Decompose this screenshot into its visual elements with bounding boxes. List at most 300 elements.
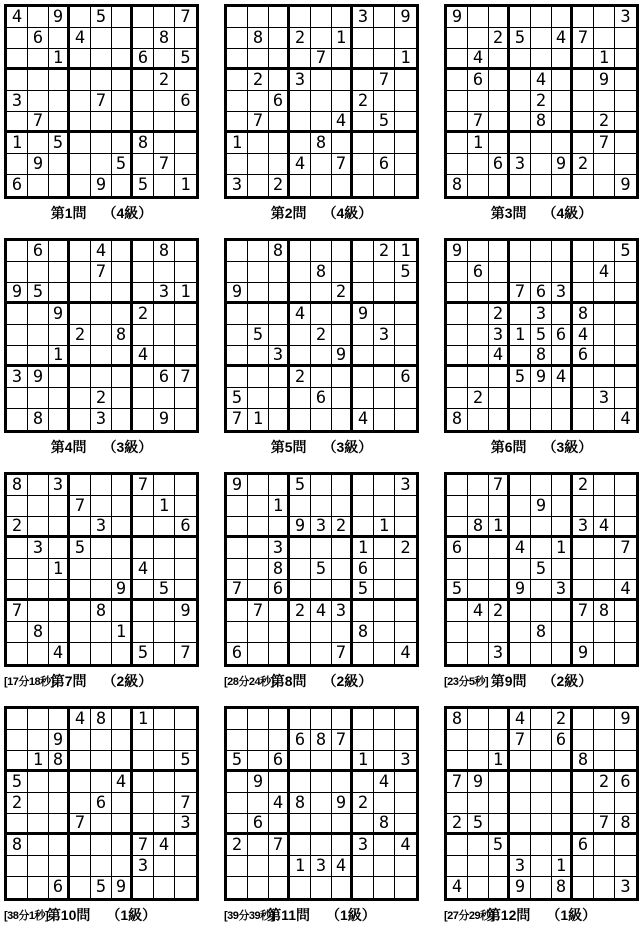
sudoku-cell: 4 bbox=[133, 346, 154, 367]
sudoku-cell: 5 bbox=[91, 877, 112, 898]
sudoku-cell bbox=[91, 643, 112, 664]
sudoku-cell bbox=[447, 475, 468, 496]
sudoku-cell bbox=[133, 91, 154, 112]
sudoku-cell bbox=[332, 175, 353, 196]
sudoku-cell bbox=[395, 325, 416, 346]
sudoku-cell bbox=[531, 409, 552, 430]
sudoku-cell bbox=[353, 388, 374, 409]
sudoku-cell bbox=[175, 262, 196, 283]
sudoku-cell bbox=[353, 496, 374, 517]
sudoku-cell bbox=[269, 622, 290, 643]
sudoku-cell bbox=[374, 91, 395, 112]
sudoku-cell bbox=[91, 133, 112, 154]
sudoku-cell bbox=[311, 367, 332, 388]
sudoku-cell bbox=[332, 241, 353, 262]
sudoku-cell bbox=[332, 304, 353, 325]
sudoku-cell bbox=[112, 814, 133, 835]
sudoku-cell bbox=[615, 367, 636, 388]
sudoku-cell bbox=[154, 751, 175, 772]
puzzle-title: 第8問 bbox=[270, 673, 307, 689]
sudoku-cell bbox=[28, 709, 49, 730]
sudoku-cell bbox=[510, 7, 531, 28]
sudoku-cell: 6 bbox=[290, 730, 311, 751]
sudoku-cell: 5 bbox=[7, 772, 28, 793]
sudoku-cell: 3 bbox=[133, 856, 154, 877]
sudoku-cell bbox=[531, 730, 552, 751]
sudoku-cell bbox=[227, 28, 248, 49]
sudoku-cell bbox=[311, 283, 332, 304]
sudoku-cell: 3 bbox=[28, 538, 49, 559]
sudoku-cell bbox=[7, 49, 28, 70]
sudoku-cell bbox=[374, 643, 395, 664]
puzzle-title: 第10問 bbox=[46, 907, 91, 923]
sudoku-cell: 3 bbox=[615, 7, 636, 28]
sudoku-cell: 2 bbox=[489, 28, 510, 49]
sudoku-cell bbox=[269, 325, 290, 346]
sudoku-cell bbox=[175, 622, 196, 643]
sudoku-cell bbox=[332, 835, 353, 856]
sudoku-cell bbox=[447, 283, 468, 304]
sudoku-cell: 7 bbox=[91, 262, 112, 283]
sudoku-cell bbox=[290, 580, 311, 601]
sudoku-cell bbox=[353, 325, 374, 346]
sudoku-cell: 4 bbox=[510, 709, 531, 730]
sudoku-cell bbox=[290, 7, 311, 28]
sudoku-cell bbox=[133, 283, 154, 304]
sudoku-cell bbox=[552, 814, 573, 835]
sudoku-cell: 4 bbox=[468, 49, 489, 70]
sudoku-cell bbox=[332, 751, 353, 772]
sudoku-cell bbox=[112, 517, 133, 538]
sudoku-cell: 2 bbox=[489, 304, 510, 325]
sudoku-cell bbox=[311, 814, 332, 835]
sudoku-cell bbox=[28, 49, 49, 70]
sudoku-cell: 2 bbox=[290, 28, 311, 49]
sudoku-cell bbox=[112, 112, 133, 133]
sudoku-cell bbox=[510, 133, 531, 154]
sudoku-cell: 1 bbox=[49, 559, 70, 580]
sudoku-cell: 3 bbox=[510, 154, 531, 175]
puzzle-caption bbox=[4, 670, 199, 692]
sudoku-cell bbox=[112, 304, 133, 325]
sudoku-cell bbox=[112, 367, 133, 388]
sudoku-cell bbox=[133, 154, 154, 175]
sudoku-cell bbox=[573, 877, 594, 898]
sudoku-cell: 9 bbox=[531, 367, 552, 388]
sudoku-cell bbox=[175, 70, 196, 91]
sudoku-cell bbox=[70, 112, 91, 133]
sudoku-cell bbox=[468, 751, 489, 772]
sudoku-cell bbox=[447, 154, 468, 175]
sudoku-board bbox=[444, 4, 639, 199]
sudoku-cell: 3 bbox=[531, 304, 552, 325]
sudoku-cell bbox=[510, 49, 531, 70]
sudoku-cell bbox=[615, 49, 636, 70]
sudoku-cell bbox=[510, 751, 531, 772]
sudoku-cell bbox=[154, 133, 175, 154]
sudoku-cell: 2 bbox=[133, 304, 154, 325]
sudoku-cell bbox=[552, 835, 573, 856]
sudoku-cell bbox=[227, 112, 248, 133]
sudoku-cell: 7 bbox=[227, 580, 248, 601]
sudoku-cell bbox=[91, 304, 112, 325]
sudoku-cell bbox=[70, 283, 91, 304]
sudoku-board bbox=[224, 706, 419, 901]
sudoku-cell bbox=[290, 877, 311, 898]
sudoku-cell bbox=[269, 709, 290, 730]
sudoku-cell bbox=[489, 709, 510, 730]
sudoku-cell: 2 bbox=[353, 91, 374, 112]
sudoku-cell: 1 bbox=[552, 856, 573, 877]
sudoku-cell bbox=[332, 133, 353, 154]
sudoku-cell bbox=[353, 772, 374, 793]
sudoku-cell bbox=[248, 709, 269, 730]
sudoku-cell bbox=[269, 49, 290, 70]
sudoku-cell bbox=[510, 559, 531, 580]
sudoku-cell bbox=[91, 112, 112, 133]
sudoku-cell bbox=[552, 475, 573, 496]
sudoku-cell: 2 bbox=[552, 709, 573, 730]
sudoku-cell: 6 bbox=[311, 388, 332, 409]
sudoku-cell: 7 bbox=[447, 772, 468, 793]
sudoku-cell bbox=[395, 496, 416, 517]
sudoku-cell bbox=[311, 154, 332, 175]
sudoku-cell bbox=[70, 580, 91, 601]
sudoku-cell bbox=[552, 262, 573, 283]
sudoku-cell bbox=[594, 91, 615, 112]
sudoku-cell bbox=[374, 409, 395, 430]
sudoku-cell bbox=[133, 601, 154, 622]
sudoku-cell bbox=[290, 175, 311, 196]
sudoku-cell bbox=[70, 517, 91, 538]
sudoku-cell bbox=[374, 133, 395, 154]
sudoku-cell bbox=[70, 643, 91, 664]
sudoku-cell bbox=[468, 877, 489, 898]
sudoku-cell bbox=[531, 175, 552, 196]
sudoku-cell bbox=[332, 325, 353, 346]
sudoku-cell bbox=[49, 325, 70, 346]
sudoku-cell bbox=[552, 241, 573, 262]
sudoku-cell bbox=[311, 580, 332, 601]
sudoku-cell bbox=[447, 49, 468, 70]
sudoku-cell bbox=[489, 388, 510, 409]
sudoku-cell bbox=[594, 559, 615, 580]
sudoku-cell: 5 bbox=[468, 814, 489, 835]
sudoku-cell bbox=[468, 241, 489, 262]
sudoku-cell bbox=[175, 730, 196, 751]
sudoku-cell bbox=[332, 772, 353, 793]
sudoku-cell bbox=[49, 91, 70, 112]
puzzle-level: （2級） bbox=[102, 673, 153, 689]
sudoku-cell bbox=[552, 304, 573, 325]
sudoku-cell bbox=[154, 538, 175, 559]
sudoku-cell bbox=[28, 559, 49, 580]
sudoku-cell bbox=[112, 409, 133, 430]
sudoku-cell: 8 bbox=[311, 262, 332, 283]
sudoku-cell bbox=[447, 304, 468, 325]
sudoku-cell bbox=[91, 496, 112, 517]
sudoku-cell bbox=[552, 7, 573, 28]
sudoku-cell bbox=[615, 475, 636, 496]
sudoku-cell: 3 bbox=[552, 580, 573, 601]
sudoku-cell bbox=[552, 751, 573, 772]
sudoku-cell: 1 bbox=[489, 517, 510, 538]
sudoku-cell bbox=[49, 28, 70, 49]
sudoku-cell bbox=[489, 772, 510, 793]
sudoku-cell bbox=[615, 730, 636, 751]
sudoku-cell bbox=[70, 559, 91, 580]
sudoku-cell: 3 bbox=[489, 325, 510, 346]
sudoku-cell: 7 bbox=[594, 814, 615, 835]
sudoku-cell bbox=[7, 709, 28, 730]
sudoku-cell bbox=[133, 262, 154, 283]
sudoku-cell: 2 bbox=[7, 793, 28, 814]
sudoku-cell bbox=[615, 622, 636, 643]
sudoku-cell bbox=[227, 325, 248, 346]
sudoku-cell bbox=[594, 7, 615, 28]
sudoku-cell bbox=[248, 175, 269, 196]
sudoku-cell bbox=[91, 70, 112, 91]
sudoku-cell: 3 bbox=[395, 751, 416, 772]
sudoku-cell bbox=[91, 283, 112, 304]
sudoku-cell: 7 bbox=[468, 112, 489, 133]
sudoku-cell bbox=[311, 7, 332, 28]
sudoku-cell: 2 bbox=[290, 601, 311, 622]
sudoku-cell bbox=[70, 877, 91, 898]
puzzle-title: 第9問 bbox=[490, 673, 527, 689]
sudoku-board bbox=[444, 472, 639, 667]
sudoku-cell: 5 bbox=[447, 580, 468, 601]
sudoku-cell bbox=[489, 538, 510, 559]
sudoku-cell: 6 bbox=[175, 91, 196, 112]
sudoku-cell bbox=[510, 622, 531, 643]
sudoku-cell bbox=[573, 793, 594, 814]
sudoku-cell bbox=[7, 622, 28, 643]
sudoku-cell bbox=[573, 112, 594, 133]
sudoku-cell bbox=[133, 580, 154, 601]
sudoku-cell: 5 bbox=[311, 559, 332, 580]
sudoku-cell bbox=[395, 304, 416, 325]
sudoku-cell bbox=[468, 730, 489, 751]
sudoku-cell: 2 bbox=[269, 175, 290, 196]
sudoku-cell bbox=[573, 538, 594, 559]
sudoku-cell bbox=[374, 496, 395, 517]
sudoku-cell bbox=[594, 877, 615, 898]
sudoku-cell bbox=[154, 877, 175, 898]
sudoku-cell bbox=[594, 241, 615, 262]
sudoku-cell bbox=[552, 91, 573, 112]
sudoku-cell bbox=[615, 91, 636, 112]
sudoku-cell bbox=[290, 772, 311, 793]
sudoku-cell bbox=[615, 325, 636, 346]
sudoku-cell bbox=[468, 793, 489, 814]
sudoku-cell: 2 bbox=[290, 367, 311, 388]
sudoku-cell bbox=[154, 262, 175, 283]
sudoku-cell bbox=[615, 496, 636, 517]
sudoku-cell bbox=[7, 409, 28, 430]
sudoku-cell: 1 bbox=[49, 346, 70, 367]
sudoku-cell bbox=[468, 91, 489, 112]
sudoku-cell bbox=[175, 112, 196, 133]
sudoku-cell bbox=[531, 856, 552, 877]
sudoku-cell bbox=[154, 388, 175, 409]
sudoku-cell bbox=[269, 877, 290, 898]
puzzle-5 bbox=[224, 238, 419, 458]
sudoku-cell bbox=[594, 409, 615, 430]
sudoku-cell bbox=[70, 835, 91, 856]
puzzle-caption bbox=[444, 202, 639, 224]
sudoku-cell bbox=[552, 643, 573, 664]
sudoku-cell: 8 bbox=[531, 622, 552, 643]
sudoku-cell bbox=[510, 772, 531, 793]
puzzle-title: 第6問 bbox=[490, 439, 527, 455]
sudoku-cell: 6 bbox=[395, 367, 416, 388]
sudoku-cell: 7 bbox=[7, 601, 28, 622]
sudoku-cell: 9 bbox=[175, 601, 196, 622]
sudoku-cell bbox=[91, 814, 112, 835]
sudoku-cell bbox=[447, 559, 468, 580]
sudoku-cell bbox=[374, 28, 395, 49]
sudoku-cell bbox=[311, 772, 332, 793]
sudoku-cell: 9 bbox=[447, 241, 468, 262]
sudoku-cell: 8 bbox=[91, 601, 112, 622]
sudoku-cell: 5 bbox=[112, 154, 133, 175]
sudoku-cell bbox=[353, 730, 374, 751]
sudoku-cell bbox=[269, 601, 290, 622]
sudoku-cell bbox=[332, 559, 353, 580]
sudoku-cell bbox=[615, 154, 636, 175]
sudoku-cell bbox=[332, 388, 353, 409]
sudoku-cell bbox=[91, 856, 112, 877]
sudoku-cell bbox=[447, 346, 468, 367]
puzzle-2 bbox=[224, 4, 419, 224]
sudoku-cell bbox=[290, 112, 311, 133]
sudoku-cell bbox=[49, 367, 70, 388]
sudoku-cell bbox=[154, 346, 175, 367]
sudoku-cell bbox=[573, 70, 594, 91]
sudoku-cell: 4 bbox=[290, 304, 311, 325]
sudoku-cell bbox=[353, 112, 374, 133]
sudoku-cell bbox=[353, 346, 374, 367]
sudoku-cell bbox=[468, 835, 489, 856]
sudoku-cell bbox=[353, 856, 374, 877]
sudoku-cell bbox=[531, 751, 552, 772]
sudoku-cell bbox=[28, 262, 49, 283]
sudoku-cell: 2 bbox=[374, 241, 395, 262]
sudoku-cell bbox=[353, 49, 374, 70]
sudoku-cell bbox=[489, 112, 510, 133]
sudoku-cell bbox=[175, 856, 196, 877]
sudoku-cell bbox=[154, 622, 175, 643]
sudoku-cell bbox=[332, 262, 353, 283]
sudoku-cell bbox=[489, 283, 510, 304]
sudoku-cell bbox=[269, 367, 290, 388]
sudoku-cell bbox=[154, 91, 175, 112]
sudoku-cell: 3 bbox=[594, 388, 615, 409]
puzzle-caption bbox=[444, 436, 639, 458]
sudoku-cell bbox=[112, 346, 133, 367]
sudoku-cell: 2 bbox=[489, 601, 510, 622]
sudoku-cell bbox=[531, 538, 552, 559]
sudoku-cell: 3 bbox=[91, 517, 112, 538]
sudoku-cell bbox=[353, 283, 374, 304]
sudoku-cell bbox=[468, 856, 489, 877]
sudoku-cell: 3 bbox=[7, 367, 28, 388]
sudoku-cell: 7 bbox=[154, 154, 175, 175]
sudoku-cell: 9 bbox=[531, 496, 552, 517]
sudoku-cell: 4 bbox=[510, 538, 531, 559]
sudoku-cell: 2 bbox=[447, 814, 468, 835]
sudoku-cell: 8 bbox=[290, 793, 311, 814]
sudoku-cell bbox=[353, 28, 374, 49]
sudoku-cell bbox=[573, 91, 594, 112]
sudoku-cell bbox=[70, 772, 91, 793]
sudoku-cell: 9 bbox=[28, 154, 49, 175]
sudoku-cell bbox=[395, 730, 416, 751]
sudoku-cell bbox=[91, 325, 112, 346]
sudoku-cell bbox=[7, 112, 28, 133]
sudoku-cell: 3 bbox=[311, 517, 332, 538]
sudoku-cell bbox=[154, 601, 175, 622]
sudoku-board bbox=[4, 4, 199, 199]
sudoku-cell bbox=[49, 175, 70, 196]
sudoku-cell bbox=[531, 517, 552, 538]
sudoku-cell: 5 bbox=[248, 325, 269, 346]
sudoku-cell: 7 bbox=[573, 28, 594, 49]
sudoku-cell bbox=[49, 601, 70, 622]
sudoku-cell bbox=[269, 112, 290, 133]
sudoku-cell bbox=[468, 367, 489, 388]
sudoku-cell bbox=[7, 856, 28, 877]
sudoku-cell bbox=[227, 496, 248, 517]
sudoku-cell: 5 bbox=[154, 580, 175, 601]
sudoku-cell: 1 bbox=[175, 283, 196, 304]
sudoku-cell bbox=[615, 262, 636, 283]
sudoku-cell bbox=[353, 517, 374, 538]
sudoku-cell bbox=[489, 175, 510, 196]
sudoku-cell: 6 bbox=[468, 70, 489, 91]
sudoku-cell bbox=[175, 325, 196, 346]
sudoku-cell bbox=[154, 856, 175, 877]
sudoku-cell bbox=[248, 304, 269, 325]
sudoku-cell bbox=[112, 856, 133, 877]
sudoku-cell bbox=[248, 7, 269, 28]
sudoku-cell: 6 bbox=[227, 643, 248, 664]
sudoku-cell bbox=[269, 643, 290, 664]
sudoku-cell bbox=[615, 751, 636, 772]
sudoku-cell bbox=[395, 709, 416, 730]
sudoku-cell bbox=[531, 877, 552, 898]
sudoku-cell: 4 bbox=[594, 517, 615, 538]
sudoku-cell bbox=[573, 409, 594, 430]
sudoku-cell bbox=[374, 751, 395, 772]
sudoku-cell: 8 bbox=[269, 559, 290, 580]
sudoku-cell: 1 bbox=[227, 133, 248, 154]
sudoku-cell bbox=[594, 709, 615, 730]
sudoku-cell bbox=[49, 772, 70, 793]
sudoku-cell bbox=[70, 304, 91, 325]
sudoku-cell bbox=[374, 856, 395, 877]
sudoku-cell: 6 bbox=[175, 517, 196, 538]
sudoku-cell bbox=[269, 154, 290, 175]
sudoku-cell: 8 bbox=[615, 814, 636, 835]
sudoku-cell: 7 bbox=[175, 367, 196, 388]
sudoku-cell: 8 bbox=[49, 751, 70, 772]
sudoku-cell bbox=[248, 580, 269, 601]
sudoku-cell bbox=[594, 793, 615, 814]
sudoku-cell: 5 bbox=[615, 241, 636, 262]
sudoku-cell bbox=[28, 133, 49, 154]
